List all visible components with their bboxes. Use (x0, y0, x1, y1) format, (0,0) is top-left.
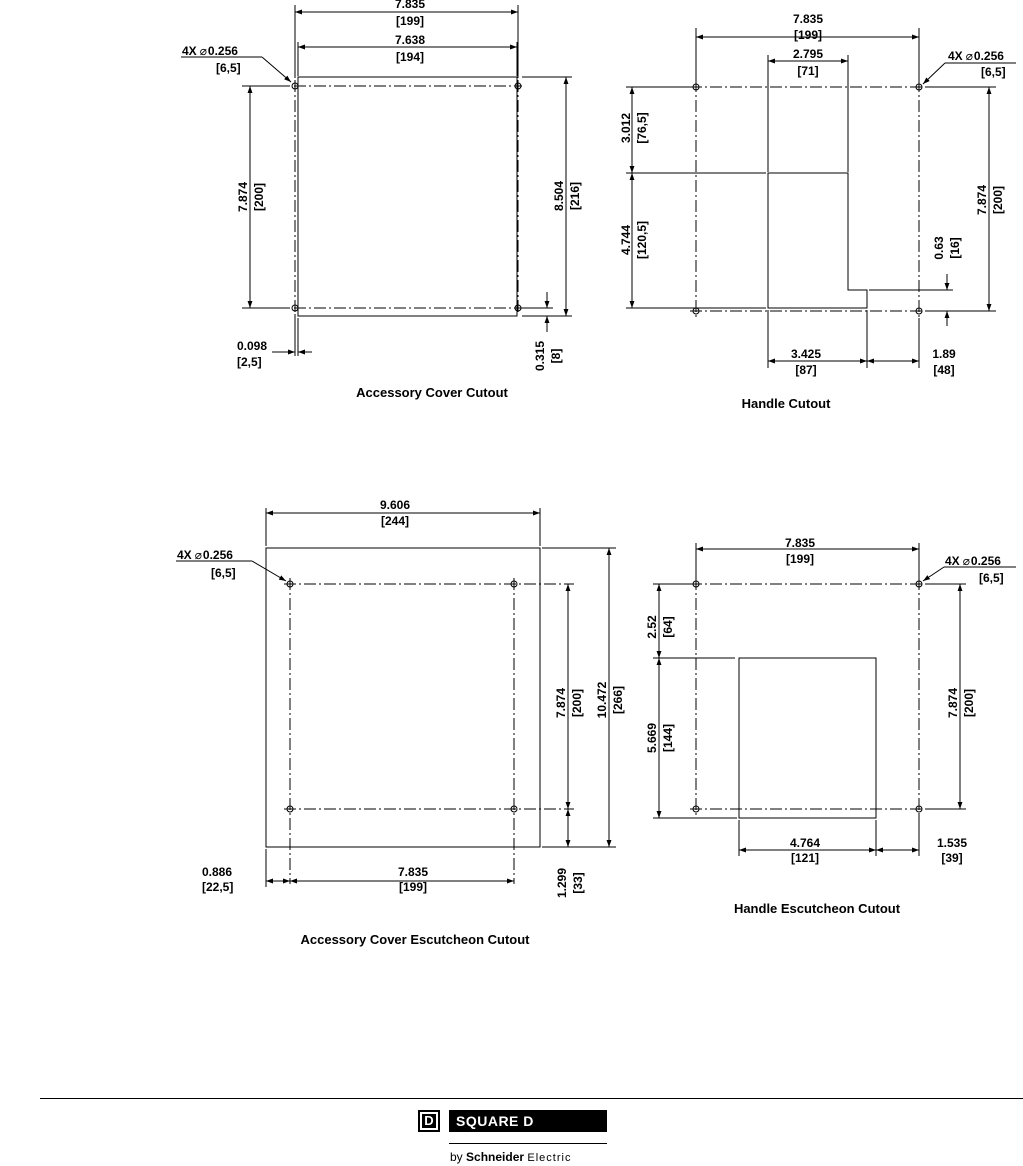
bottom-left-dim-mm: [87] (795, 363, 817, 377)
hole-callout: 4X ⌀0.256 (948, 49, 1004, 63)
window-outline (739, 658, 876, 818)
top-width-dim: 7.835 (784, 536, 816, 550)
outer-height-dim-mm: [266] (611, 685, 625, 715)
hole-callout-mm: [6,5] (211, 566, 236, 580)
height-dim: 8.504 (552, 180, 566, 212)
mounting-holes (287, 581, 517, 812)
left-offset-dim-mm: [2,5] (237, 355, 262, 369)
right-offset-dim-mm: [39] (941, 851, 963, 865)
inner-width-dim-mm: [194] (395, 50, 425, 64)
handle-cutout (626, 28, 1016, 368)
left-offset-dim-mm: [22,5] (202, 880, 234, 894)
top-width-dim-mm: [199] (785, 552, 815, 566)
hole-vspacing-dim-mm: [200] (991, 185, 1005, 215)
hole-callout-mm: [6,5] (216, 61, 241, 75)
hole-centerlines (690, 80, 926, 318)
hole-vspacing-dim: 7.874 (554, 687, 568, 719)
outer-width-dim: 9.606 (379, 498, 411, 512)
mounting-holes (292, 83, 521, 311)
top-width-dim: 7.835 (792, 12, 824, 26)
height-dim-mm: [216] (568, 181, 582, 211)
mounting-holes (693, 581, 922, 812)
caption: Handle Cutout (741, 396, 831, 411)
caption: Handle Escutcheon Cutout (733, 901, 901, 916)
bottom-right-dim: 1.89 (932, 347, 956, 361)
logo-underline (449, 1143, 607, 1146)
brand-name: SQUARE D (449, 1110, 607, 1132)
top-offset-dim-mm: [64] (661, 616, 675, 638)
top-offset-dim-mm: [76,5] (635, 112, 649, 144)
bottom-offset-dim-mm: [8] (549, 348, 563, 364)
slot-height-dim-mm: [120,5] (635, 220, 649, 260)
footer-rule (40, 1098, 1023, 1099)
left-offset-dim: 0.098 (237, 339, 268, 353)
hole-centerlines (284, 578, 574, 884)
caption: Accessory Cover Escutcheon Cutout (300, 932, 530, 947)
hole-vspacing-dim-mm: [200] (252, 182, 266, 212)
hole-vspacing-dim: 7.874 (236, 181, 250, 213)
accessory-cover-escutcheon-cutout-labels (177, 498, 625, 947)
handle-escutcheon-cutout-labels (645, 536, 1004, 916)
right-offset-dim: 1.535 (936, 836, 968, 850)
hole-vspacing-dim: 7.874 (946, 687, 960, 719)
accessory-cover-cutout (181, 5, 572, 356)
hole-callout: 4X ⌀0.256 (177, 548, 233, 562)
company-name: Schneider (466, 1150, 525, 1164)
company-suffix: Electric (527, 1152, 572, 1164)
top-width-dim-mm: [199] (793, 28, 823, 42)
bottom-offset-dim: 1.299 (555, 867, 569, 899)
top-width-dim-mm: [199] (395, 14, 425, 28)
hole-vspacing-dim-mm: [200] (570, 688, 584, 718)
outer-width-dim-mm: [244] (380, 514, 410, 528)
window-width-dim-mm: [121] (790, 851, 820, 865)
notch-dim: 0.63 (932, 236, 946, 260)
hole-vspacing-dim-mm: [200] (962, 688, 976, 718)
outer-height-dim: 10.472 (595, 681, 609, 719)
caption: Accessory Cover Cutout (356, 385, 508, 400)
inner-width-dim: 7.638 (394, 33, 426, 47)
hole-centerlines (690, 578, 926, 815)
top-width-dim: 7.835 (394, 0, 426, 11)
top-offset-dim: 3.012 (619, 112, 633, 144)
square-d-logo (418, 1110, 618, 1166)
left-offset-dim: 0.886 (202, 865, 233, 879)
hole-centerlines (294, 80, 522, 314)
slot-height-dim: 4.744 (619, 224, 633, 256)
mounting-holes (693, 84, 922, 314)
accessory-cover-cutout-labels (182, 0, 582, 400)
slot-width-dim-mm: [71] (797, 64, 819, 78)
handle-cutout-labels (619, 12, 1006, 411)
square-d-mark: D (418, 1110, 440, 1132)
accessory-cover-escutcheon-cutout (176, 508, 616, 887)
notch-dim-mm: [16] (948, 237, 962, 259)
window-width-dim: 4.764 (789, 836, 821, 850)
bottom-offset-dim: 0.315 (533, 340, 547, 372)
brand-tagline: by Schneider Electric (450, 1150, 572, 1164)
handle-outline (768, 173, 867, 308)
bottom-left-dim: 3.425 (790, 347, 822, 361)
bottom-offset-dim-mm: [33] (571, 872, 585, 894)
hole-callout: 4X ⌀0.256 (182, 44, 238, 58)
window-height-dim-mm: [144] (661, 723, 675, 753)
bottom-right-dim-mm: [48] (933, 363, 955, 377)
top-offset-dim: 2.52 (645, 615, 659, 639)
hole-callout: 4X ⌀0.256 (945, 554, 1001, 568)
hole-vspacing-dim: 7.874 (975, 184, 989, 216)
hole-callout-mm: [6,5] (979, 571, 1004, 585)
slot-width-dim: 2.795 (792, 47, 824, 61)
hole-hspacing-dim-mm: [199] (398, 880, 428, 894)
cover-outline (298, 77, 517, 316)
window-height-dim: 5.669 (645, 722, 659, 754)
escutcheon-outline (266, 548, 540, 847)
hole-hspacing-dim: 7.835 (397, 865, 429, 879)
hole-callout-mm: [6,5] (981, 65, 1006, 79)
